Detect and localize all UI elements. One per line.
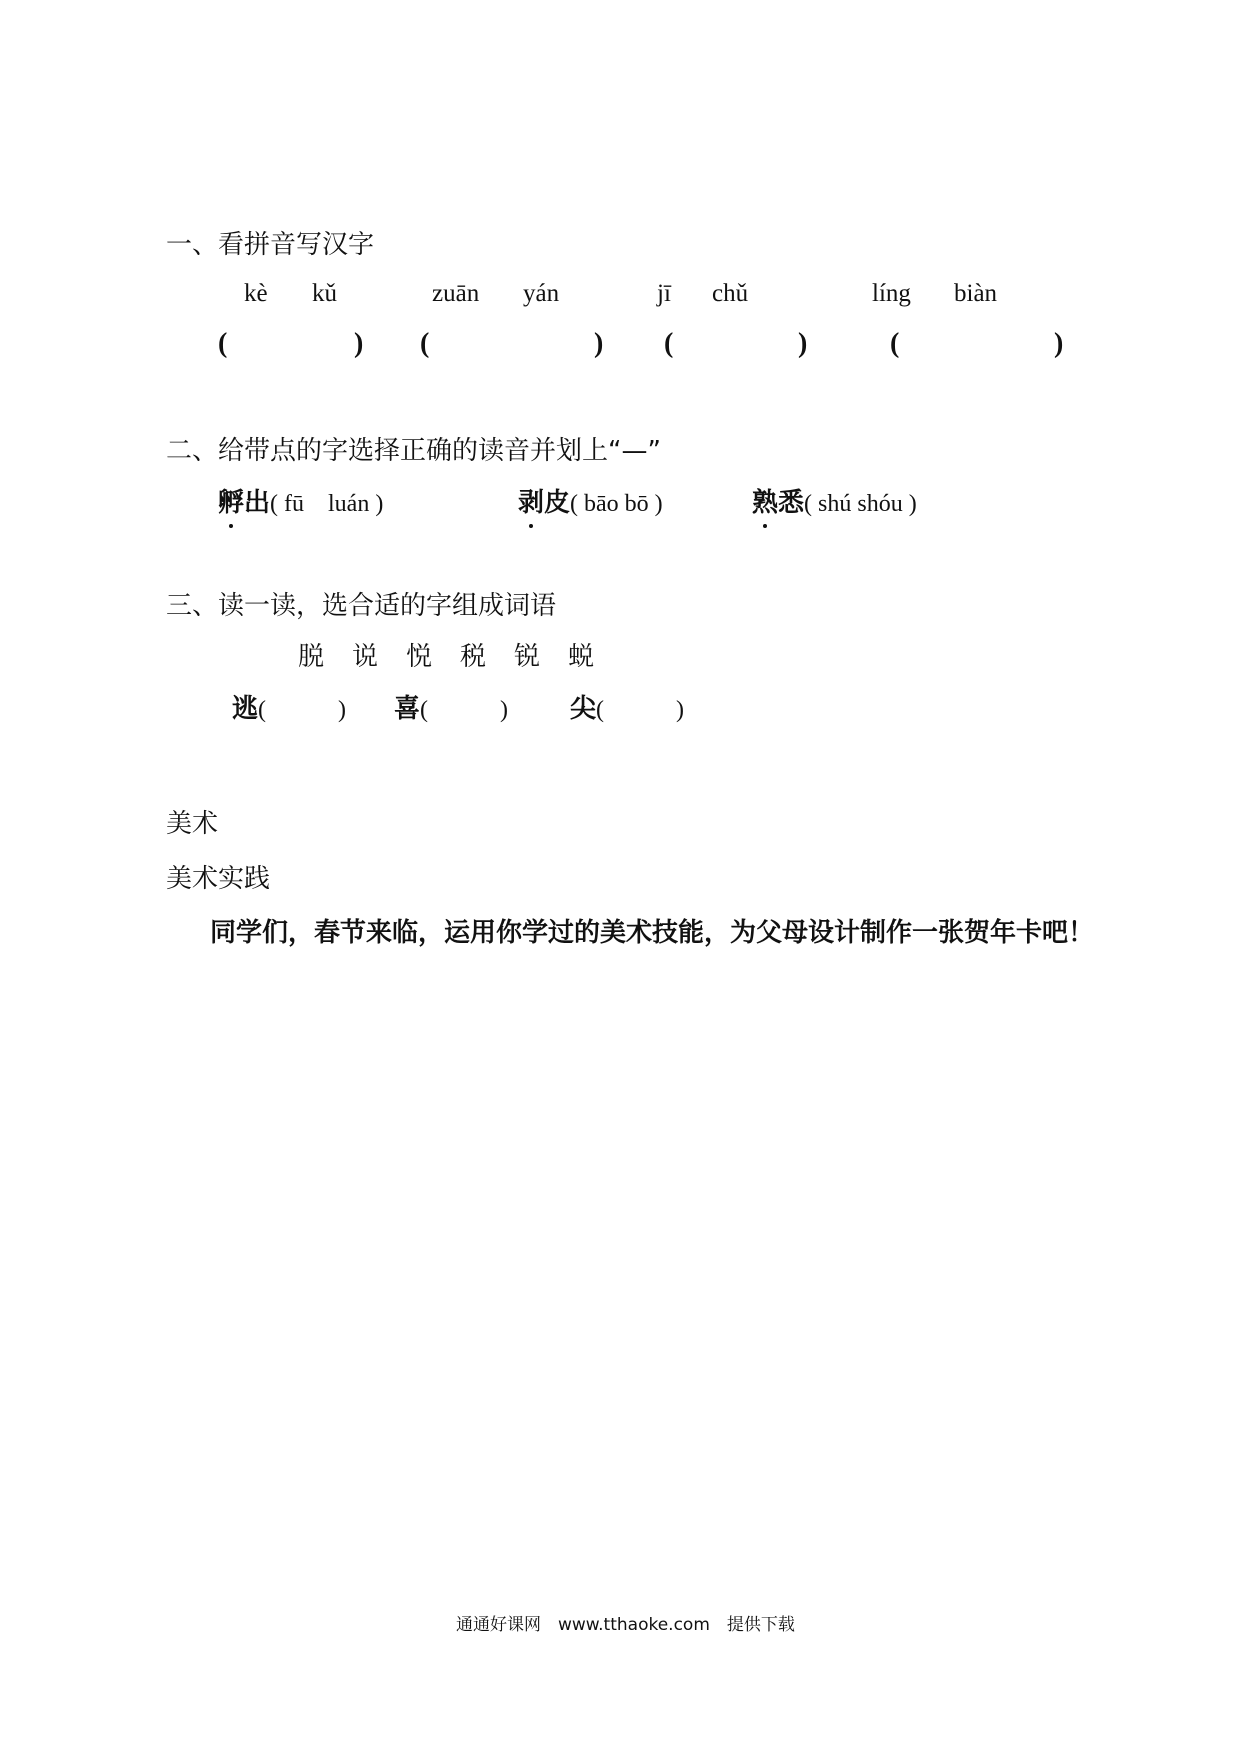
dotted-char: 熟: [752, 482, 778, 519]
art-title: 美术: [166, 809, 219, 839]
section3-heading: 三、读一读，选合适的字组成词语: [166, 591, 557, 621]
section1-heading: 一、看拼音写汉字: [166, 230, 375, 260]
dotted-char: 剥: [518, 482, 544, 519]
footer-text: 通通好课网 www.tthaoke.com 提供下载: [456, 1615, 795, 1635]
answer-paren-open-3: (: [664, 328, 674, 359]
pinyin-yan: yán: [523, 280, 560, 307]
answer-paren-open-1: (: [218, 328, 228, 359]
pinyin-ling: líng: [872, 280, 911, 307]
pinyin-ji: jī: [657, 280, 671, 307]
pronunciation-item-3: [752, 482, 917, 519]
answer-paren-close-3: ): [798, 328, 808, 359]
answer-paren-close-4: ): [1054, 328, 1064, 359]
blank-paren: ( ): [258, 697, 346, 723]
blank-paren: ( ): [596, 697, 684, 723]
blank-char: 喜: [394, 694, 421, 724]
pronunciation-options: ( shú shóu ): [804, 491, 917, 517]
art-subtitle: 美术实践: [166, 864, 271, 894]
pinyin-zuan: zuān: [432, 280, 480, 307]
pinyin-ke: kè: [244, 280, 268, 307]
pinyin-bian: biàn: [954, 280, 998, 307]
section2-heading: 二、给带点的字选择正确的读音并划上“—”: [166, 436, 661, 466]
pronunciation-options: ( fū luán ): [270, 491, 384, 517]
answer-paren-open-2: (: [420, 328, 430, 359]
pronunciation-item-2: [518, 482, 663, 519]
choice-char-1: 脱: [298, 642, 325, 672]
blank-paren: ( ): [420, 697, 508, 723]
dotted-char: 孵: [218, 482, 244, 519]
word-blank-3: [570, 688, 684, 725]
word-rest: 出: [244, 488, 271, 518]
blank-char: 尖: [570, 694, 597, 724]
pronunciation-options: ( bāo bō ): [570, 491, 663, 517]
pinyin-ku: kǔ: [312, 280, 337, 307]
answer-paren-open-4: (: [890, 328, 900, 359]
word-blank-1: [232, 688, 346, 725]
word-rest: 皮: [544, 488, 571, 518]
choice-char-5: 锐: [514, 642, 541, 672]
word-rest: 悉: [778, 488, 805, 518]
pronunciation-item-1: [218, 482, 383, 519]
choice-char-4: 税: [460, 642, 487, 672]
art-task: 同学们，春节来临，运用你学过的美术技能，为父母设计制作一张贺年卡吧！: [210, 918, 1095, 948]
word-blank-2: [394, 688, 508, 725]
choice-char-2: 说: [352, 642, 379, 672]
blank-char: 逃: [232, 694, 259, 724]
answer-paren-close-2: ): [594, 328, 604, 359]
pinyin-chu: chǔ: [712, 280, 749, 307]
answer-paren-close-1: ): [354, 328, 364, 359]
choice-char-3: 悦: [406, 642, 433, 672]
choice-char-6: 蜕: [568, 642, 595, 672]
